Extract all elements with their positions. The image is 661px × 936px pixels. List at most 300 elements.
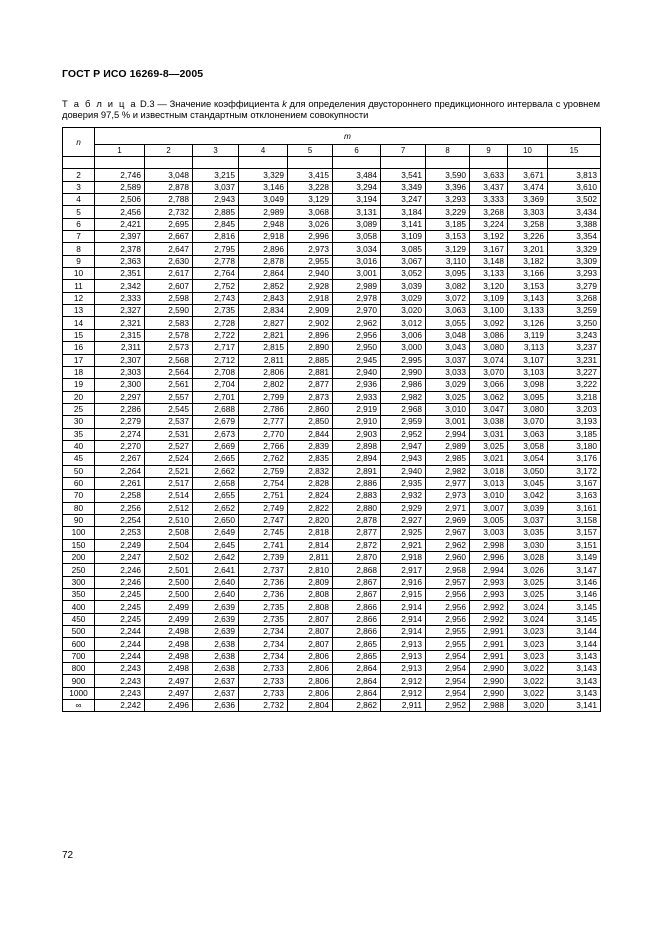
- k-value: 2,662: [193, 465, 239, 477]
- k-value: 2,806: [288, 675, 333, 687]
- k-value: 2,985: [426, 453, 470, 465]
- k-value: 2,514: [145, 490, 193, 502]
- k-value: 2,962: [333, 317, 381, 329]
- coefficient-table: [62, 127, 601, 712]
- k-value: 3,024: [508, 613, 548, 625]
- k-value: 2,795: [193, 243, 239, 255]
- k-value: 2,245: [95, 613, 145, 625]
- k-value: 2,300: [95, 379, 145, 391]
- k-value: 2,802: [239, 379, 288, 391]
- table-row: [63, 194, 601, 206]
- k-value: 2,734: [239, 638, 288, 650]
- k-value: 2,918: [288, 292, 333, 304]
- k-value: 2,351: [95, 268, 145, 280]
- k-value: 2,759: [239, 465, 288, 477]
- k-value: 2,945: [333, 354, 381, 366]
- k-value: 3,045: [508, 477, 548, 489]
- k-value: 2,990: [381, 366, 426, 378]
- k-value: 3,120: [470, 280, 508, 292]
- n-value: 14: [63, 317, 95, 329]
- k-value: 2,809: [288, 576, 333, 588]
- n-value: 60: [63, 477, 95, 489]
- k-value: 3,126: [508, 317, 548, 329]
- k-value: 2,885: [288, 354, 333, 366]
- k-value: 2,598: [145, 292, 193, 304]
- k-value: 2,852: [239, 280, 288, 292]
- table-row: [63, 477, 601, 489]
- k-value: 3,349: [381, 181, 426, 193]
- k-value: 3,229: [426, 206, 470, 218]
- k-value: 3,001: [333, 268, 381, 280]
- k-value: 3,067: [381, 255, 426, 267]
- k-value: 3,062: [470, 391, 508, 403]
- k-value: 2,912: [381, 687, 426, 699]
- table-row: [63, 342, 601, 354]
- k-value: 2,932: [381, 490, 426, 502]
- k-value: 3,167: [548, 477, 601, 489]
- k-value: 2,864: [239, 268, 288, 280]
- table-row: [63, 181, 601, 193]
- k-value: 2,510: [145, 514, 193, 526]
- k-value: 3,333: [470, 194, 508, 206]
- k-value: 3,037: [426, 354, 470, 366]
- k-value: 2,589: [95, 181, 145, 193]
- k-value: 2,244: [95, 626, 145, 638]
- k-value: 2,873: [288, 391, 333, 403]
- k-value: 2,996: [288, 231, 333, 243]
- k-value: 2,960: [426, 552, 470, 564]
- k-value: 2,943: [381, 453, 426, 465]
- k-value: 3,218: [548, 391, 601, 403]
- k-value: 2,315: [95, 329, 145, 341]
- k-value: 3,541: [381, 169, 426, 181]
- k-value: 3,143: [508, 292, 548, 304]
- k-value: 2,936: [333, 379, 381, 391]
- k-value: 2,642: [193, 552, 239, 564]
- k-value: 2,679: [193, 416, 239, 428]
- m-column-3: 3: [193, 145, 239, 157]
- k-value: 2,641: [193, 564, 239, 576]
- k-value: 3,070: [508, 416, 548, 428]
- k-value: 2,903: [333, 428, 381, 440]
- k-value: 3,000: [381, 342, 426, 354]
- k-value: 2,948: [239, 218, 288, 230]
- k-value: 3,013: [470, 477, 508, 489]
- k-value: 2,913: [381, 663, 426, 675]
- table-row: [63, 589, 601, 601]
- k-value: 2,701: [193, 391, 239, 403]
- k-value: 2,638: [193, 650, 239, 662]
- k-value: 3,259: [548, 305, 601, 317]
- k-value: 3,119: [508, 329, 548, 341]
- table-row: [63, 440, 601, 452]
- k-value: 3,180: [548, 440, 601, 452]
- page-number: 72: [62, 850, 74, 861]
- k-value: 3,141: [381, 218, 426, 230]
- table-row: [63, 379, 601, 391]
- k-value: 2,303: [95, 366, 145, 378]
- k-value: 2,818: [288, 527, 333, 539]
- k-value: 2,741: [239, 539, 288, 551]
- n-value: 100: [63, 527, 95, 539]
- k-value: 2,583: [145, 317, 193, 329]
- n-value: 70: [63, 490, 95, 502]
- k-value: 3,100: [470, 305, 508, 317]
- k-value: 2,279: [95, 416, 145, 428]
- k-value: 2,639: [193, 626, 239, 638]
- k-value: 2,919: [333, 403, 381, 415]
- k-value: 3,157: [548, 527, 601, 539]
- k-value: 2,917: [381, 564, 426, 576]
- k-value: 2,814: [288, 539, 333, 551]
- n-column-header: n: [63, 128, 95, 157]
- k-value: 2,956: [426, 589, 470, 601]
- k-value: 3,153: [508, 280, 548, 292]
- k-value: 2,986: [381, 379, 426, 391]
- k-value: 2,652: [193, 502, 239, 514]
- k-value: 3,005: [470, 514, 508, 526]
- n-value: 45: [63, 453, 95, 465]
- k-value: 3,185: [426, 218, 470, 230]
- k-value: 2,521: [145, 465, 193, 477]
- k-value: 2,982: [381, 391, 426, 403]
- k-value: 3,055: [426, 317, 470, 329]
- k-value: 2,804: [288, 700, 333, 712]
- k-value: 3,025: [470, 440, 508, 452]
- k-value: 2,311: [95, 342, 145, 354]
- k-value: 2,898: [333, 440, 381, 452]
- k-value: 3,023: [508, 638, 548, 650]
- k-value: 2,935: [381, 477, 426, 489]
- table-row: [63, 428, 601, 440]
- k-value: 2,962: [426, 539, 470, 551]
- table-row: [63, 613, 601, 625]
- n-value: 12: [63, 292, 95, 304]
- k-value: 2,639: [193, 601, 239, 613]
- k-value: 2,708: [193, 366, 239, 378]
- k-value: 2,537: [145, 416, 193, 428]
- table-row: [63, 465, 601, 477]
- k-value: 2,877: [333, 527, 381, 539]
- m-values-header-row: [63, 145, 601, 157]
- table-row: [63, 700, 601, 712]
- k-value: 3,369: [508, 194, 548, 206]
- table-row: [63, 354, 601, 366]
- k-value: 2,956: [333, 329, 381, 341]
- n-value: 17: [63, 354, 95, 366]
- k-value: 2,864: [333, 687, 381, 699]
- k-value: 3,050: [508, 465, 548, 477]
- k-value: 2,499: [145, 601, 193, 613]
- m-column-7: 7: [381, 145, 426, 157]
- k-value: 2,524: [145, 453, 193, 465]
- k-value: 3,144: [548, 638, 601, 650]
- table-row: [63, 169, 601, 181]
- k-value: 2,940: [381, 465, 426, 477]
- k-value: 2,638: [193, 638, 239, 650]
- k-value: 2,267: [95, 453, 145, 465]
- n-value: 11: [63, 280, 95, 292]
- k-value: 2,933: [333, 391, 381, 403]
- k-value: 2,307: [95, 354, 145, 366]
- k-value: 2,640: [193, 589, 239, 601]
- k-value: 3,215: [193, 169, 239, 181]
- k-value: 3,107: [508, 354, 548, 366]
- k-value: 2,880: [333, 502, 381, 514]
- k-value: 3,022: [508, 663, 548, 675]
- k-value: 3,147: [548, 564, 601, 576]
- k-value: 2,739: [239, 552, 288, 564]
- k-value: 2,745: [239, 527, 288, 539]
- k-value: 2,834: [239, 305, 288, 317]
- k-value: 2,667: [145, 231, 193, 243]
- k-value: 3,066: [470, 379, 508, 391]
- k-value: 3,151: [548, 539, 601, 551]
- k-value: 3,502: [548, 194, 601, 206]
- table-row: [63, 626, 601, 638]
- k-value: 2,243: [95, 663, 145, 675]
- k-value: 2,902: [288, 317, 333, 329]
- table-row: [63, 255, 601, 267]
- k-value: 3,035: [508, 527, 548, 539]
- k-value: 2,500: [145, 589, 193, 601]
- k-value: 2,994: [426, 428, 470, 440]
- k-value: 2,617: [145, 268, 193, 280]
- table-row: [63, 601, 601, 613]
- n-value: 800: [63, 663, 95, 675]
- k-value: 2,752: [193, 280, 239, 292]
- k-value: 3,133: [508, 305, 548, 317]
- k-value: 2,647: [145, 243, 193, 255]
- k-value: 2,844: [288, 428, 333, 440]
- k-value: 2,868: [333, 564, 381, 576]
- n-value: 10: [63, 268, 95, 280]
- n-value: 15: [63, 329, 95, 341]
- k-value: 3,003: [470, 527, 508, 539]
- caption-number: D.3: [140, 98, 155, 109]
- k-value: 2,878: [239, 255, 288, 267]
- k-value: 3,226: [508, 231, 548, 243]
- k-value: 2,989: [426, 440, 470, 452]
- k-value: 2,989: [333, 280, 381, 292]
- k-value: 2,498: [145, 663, 193, 675]
- k-value: 2,246: [95, 564, 145, 576]
- k-value: 2,916: [381, 576, 426, 588]
- k-value: 3,070: [470, 366, 508, 378]
- k-value: 2,297: [95, 391, 145, 403]
- table-row: [63, 576, 601, 588]
- k-value: 2,992: [470, 613, 508, 625]
- k-value: 3,474: [508, 181, 548, 193]
- k-value: 3,109: [381, 231, 426, 243]
- k-value: 2,918: [239, 231, 288, 243]
- m-column-header: m: [95, 128, 601, 145]
- k-value: 2,673: [193, 428, 239, 440]
- k-value: 3,437: [470, 181, 508, 193]
- k-value: 2,806: [288, 650, 333, 662]
- k-value: 3,029: [426, 379, 470, 391]
- k-value: 2,747: [239, 514, 288, 526]
- k-value: 3,131: [333, 206, 381, 218]
- k-value: 3,610: [548, 181, 601, 193]
- k-value: 3,149: [548, 552, 601, 564]
- k-value: 2,749: [239, 502, 288, 514]
- k-value: 2,822: [288, 502, 333, 514]
- k-value: 2,896: [239, 243, 288, 255]
- k-value: 2,816: [193, 231, 239, 243]
- k-value: 3,109: [470, 292, 508, 304]
- n-value: 8: [63, 243, 95, 255]
- k-value: 2,996: [470, 552, 508, 564]
- n-value: 400: [63, 601, 95, 613]
- k-value: 2,839: [288, 440, 333, 452]
- k-value: 2,733: [239, 663, 288, 675]
- k-value: 3,072: [426, 292, 470, 304]
- k-value: 2,915: [381, 589, 426, 601]
- k-value: 2,704: [193, 379, 239, 391]
- n-value: 18: [63, 366, 95, 378]
- k-value: 2,990: [470, 687, 508, 699]
- table-row: [63, 502, 601, 514]
- table-row: [63, 218, 601, 230]
- k-value: 3,146: [548, 576, 601, 588]
- caption-label: Т а б л и ц а: [62, 98, 138, 109]
- k-value: 2,247: [95, 552, 145, 564]
- k-value: 3,434: [548, 206, 601, 218]
- n-value: 35: [63, 428, 95, 440]
- k-value: 2,397: [95, 231, 145, 243]
- k-value: 2,959: [381, 416, 426, 428]
- k-value: 3,023: [508, 626, 548, 638]
- k-value: 3,227: [548, 366, 601, 378]
- k-value: 3,396: [426, 181, 470, 193]
- k-value: 2,734: [239, 650, 288, 662]
- k-value: 2,878: [333, 514, 381, 526]
- k-value: 3,590: [426, 169, 470, 181]
- k-value: 2,497: [145, 675, 193, 687]
- k-value: 3,068: [288, 206, 333, 218]
- k-value: 2,890: [288, 342, 333, 354]
- k-value: 2,638: [193, 663, 239, 675]
- k-value: 3,007: [470, 502, 508, 514]
- k-value: 2,866: [333, 613, 381, 625]
- k-value: 3,021: [470, 453, 508, 465]
- k-value: 2,824: [288, 490, 333, 502]
- k-value: 2,456: [95, 206, 145, 218]
- caption-text-end: для определения двустороннего предикционного интервала с уровнем доверия 97,5 % и известным стандартным отклонением совокупности: [62, 98, 601, 120]
- k-value: 2,735: [193, 305, 239, 317]
- k-value: 2,770: [239, 428, 288, 440]
- k-value: 2,665: [193, 453, 239, 465]
- n-value: 150: [63, 539, 95, 551]
- k-value: 3,184: [381, 206, 426, 218]
- k-value: 2,732: [239, 700, 288, 712]
- k-value: 2,253: [95, 527, 145, 539]
- k-value: 2,637: [193, 687, 239, 699]
- k-value: 3,037: [508, 514, 548, 526]
- n-value: 50: [63, 465, 95, 477]
- n-value: 600: [63, 638, 95, 650]
- k-value: 2,732: [145, 206, 193, 218]
- k-value: 2,786: [239, 403, 288, 415]
- k-value: 3,172: [548, 465, 601, 477]
- k-value: 2,321: [95, 317, 145, 329]
- n-value: 90: [63, 514, 95, 526]
- k-value: 3,633: [470, 169, 508, 181]
- table-row: [63, 453, 601, 465]
- k-value: 2,995: [381, 354, 426, 366]
- k-value: 3,243: [548, 329, 601, 341]
- k-value: 2,867: [333, 589, 381, 601]
- table-row: [63, 317, 601, 329]
- k-value: 3,143: [548, 650, 601, 662]
- k-value: 2,955: [288, 255, 333, 267]
- k-value: 3,167: [470, 243, 508, 255]
- k-value: 2,766: [239, 440, 288, 452]
- k-value: 2,733: [239, 675, 288, 687]
- table-row: [63, 268, 601, 280]
- k-value: 3,671: [508, 169, 548, 181]
- n-value: 30: [63, 416, 95, 428]
- n-value: 3: [63, 181, 95, 193]
- k-value: 3,143: [548, 663, 601, 675]
- k-value: 2,864: [333, 663, 381, 675]
- k-value: 2,872: [333, 539, 381, 551]
- k-value: 2,717: [193, 342, 239, 354]
- n-value: 200: [63, 552, 95, 564]
- k-value: 2,737: [239, 564, 288, 576]
- k-value: 2,242: [95, 700, 145, 712]
- k-value: 3,080: [508, 403, 548, 415]
- table-row: [63, 391, 601, 403]
- k-value: 2,865: [333, 638, 381, 650]
- k-value: 3,058: [333, 231, 381, 243]
- k-value: 2,878: [145, 181, 193, 193]
- k-value: 2,764: [193, 268, 239, 280]
- k-value: 2,866: [333, 601, 381, 613]
- k-value: 2,244: [95, 638, 145, 650]
- k-value: 2,954: [426, 650, 470, 662]
- k-value: 2,998: [470, 539, 508, 551]
- k-value: 2,865: [333, 650, 381, 662]
- k-value: 3,484: [333, 169, 381, 181]
- k-value: 3,145: [548, 601, 601, 613]
- k-value: 2,799: [239, 391, 288, 403]
- table-body: [63, 157, 601, 712]
- k-value: 3,194: [333, 194, 381, 206]
- k-value: 2,712: [193, 354, 239, 366]
- k-value: 2,810: [288, 564, 333, 576]
- k-value: 2,806: [288, 663, 333, 675]
- k-value: 3,185: [548, 428, 601, 440]
- k-value: 2,911: [381, 700, 426, 712]
- table-row: [63, 206, 601, 218]
- k-value: 2,993: [470, 589, 508, 601]
- k-value: 2,954: [426, 687, 470, 699]
- k-value: 2,270: [95, 440, 145, 452]
- k-value: 2,506: [95, 194, 145, 206]
- k-value: 2,973: [426, 490, 470, 502]
- k-value: 2,243: [95, 687, 145, 699]
- k-value: 3,247: [381, 194, 426, 206]
- table-row: [63, 292, 601, 304]
- k-value: 2,913: [381, 638, 426, 650]
- k-value: 3,037: [193, 181, 239, 193]
- k-value: 3,203: [548, 403, 601, 415]
- m-column-6: 6: [333, 145, 381, 157]
- k-value: 2,517: [145, 477, 193, 489]
- k-value: 2,650: [193, 514, 239, 526]
